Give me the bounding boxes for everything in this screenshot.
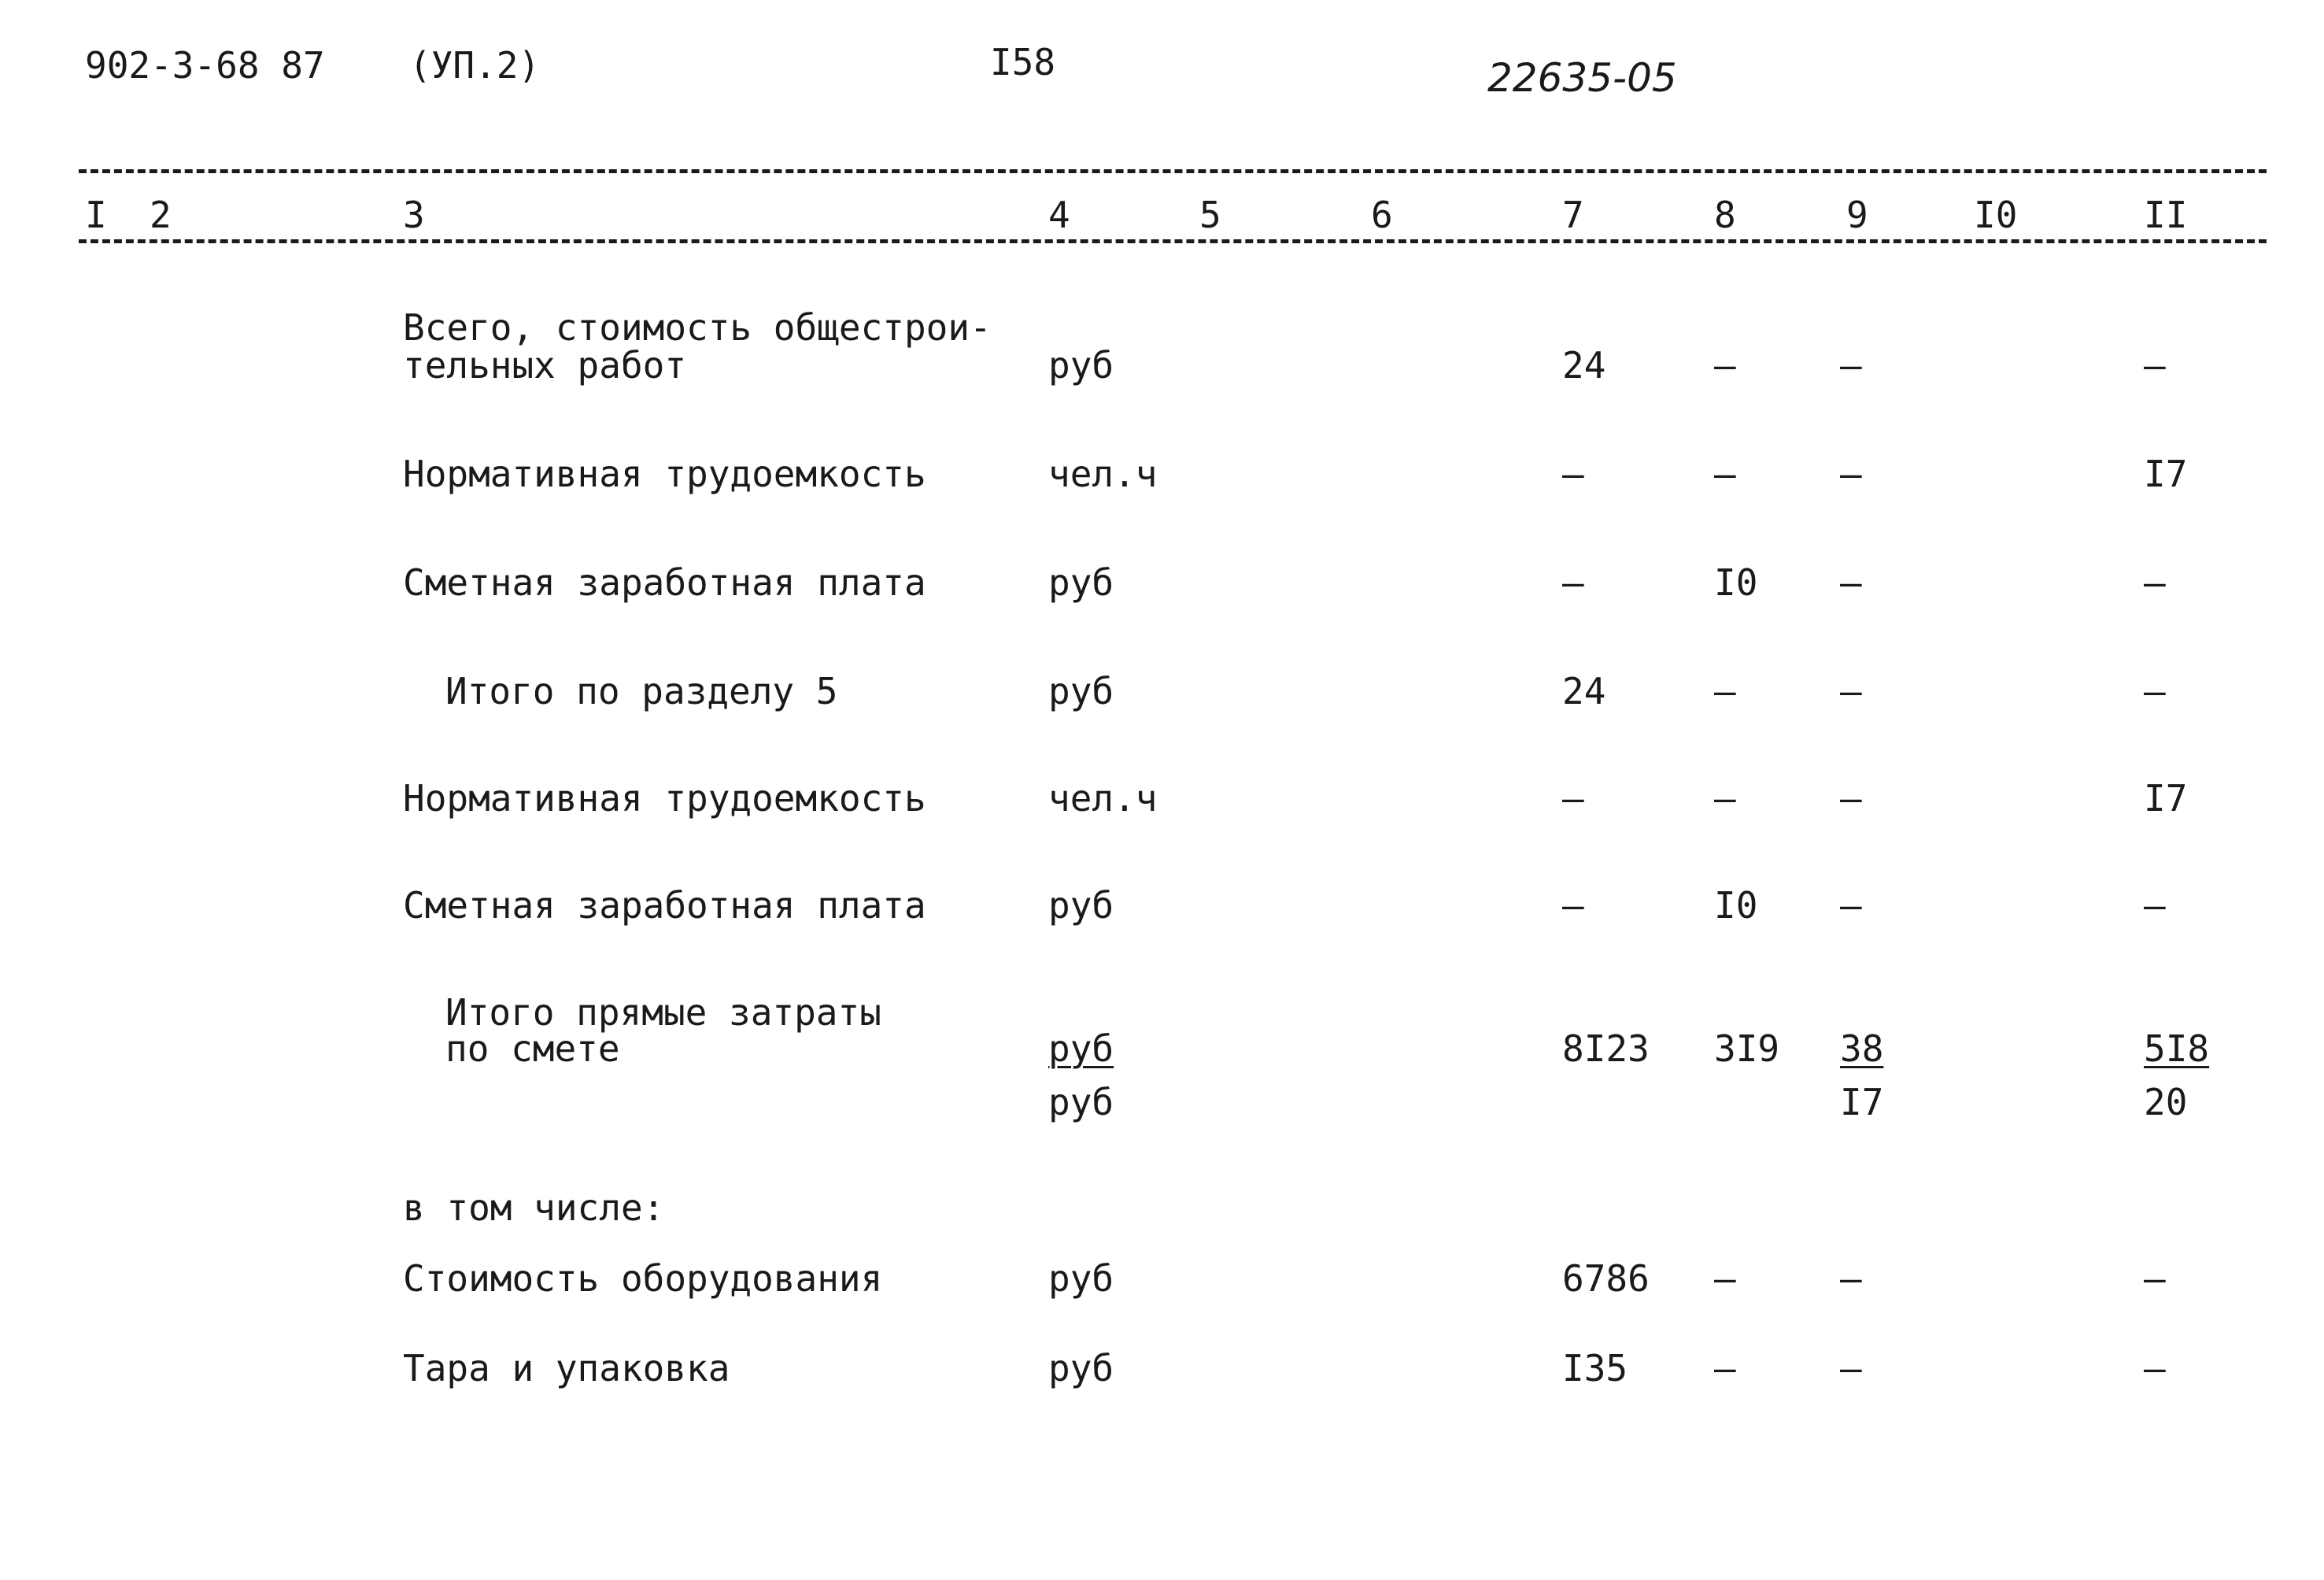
column-number-6: 6 (1371, 194, 1393, 236)
row-value-col9: – (1840, 884, 1862, 927)
row-value-col8: – (1714, 344, 1736, 387)
row-value-col9-numerator: 38 (1840, 1027, 1884, 1070)
row-value-col8: – (1714, 1257, 1736, 1300)
row-value-col8: – (1714, 777, 1736, 820)
column-number-11: II (2144, 194, 2188, 236)
row-label: Нормативная трудоемкость (403, 453, 926, 495)
row-unit: руб (1048, 1347, 1114, 1389)
column-number-5: 5 (1199, 194, 1221, 236)
row-label-line-1: Итого прямые затраты (445, 991, 881, 1034)
row-label: Итого по разделу 5 (445, 670, 838, 712)
column-number-7: 7 (1562, 194, 1584, 236)
page-number: I58 (990, 41, 1056, 83)
row-value-col11: – (2144, 1257, 2166, 1300)
row-unit: руб (1048, 670, 1114, 712)
row-unit-denominator: руб (1048, 1081, 1114, 1123)
row-value-col7: – (1562, 884, 1584, 927)
row-value-col9: – (1840, 561, 1862, 604)
row-unit: руб (1048, 344, 1114, 387)
row-value-col9: – (1840, 670, 1862, 712)
row-value-col9: – (1840, 777, 1862, 820)
row-unit: руб (1048, 1257, 1114, 1300)
row-value-col7: 24 (1562, 670, 1606, 712)
row-value-col11: – (2144, 670, 2166, 712)
row-value-col11: I7 (2144, 777, 2188, 820)
row-unit: чел.ч (1048, 453, 1158, 495)
column-number-4: 4 (1048, 194, 1070, 236)
column-number-1: I (85, 194, 107, 236)
dashed-rule-top (79, 169, 2267, 173)
column-number-8: 8 (1714, 194, 1736, 236)
row-label: Стоимость оборудования (403, 1257, 883, 1300)
column-number-3: 3 (403, 194, 425, 236)
row-label: Сметная заработная плата (403, 561, 926, 604)
row-label-line-2: по смете (445, 1027, 620, 1070)
row-unit: чел.ч (1048, 777, 1158, 820)
row-value-col11-numerator: 5I8 (2144, 1027, 2210, 1070)
row-value-col9-denominator: I7 (1840, 1081, 1884, 1123)
column-number-2: 2 (150, 194, 172, 236)
row-value-col11: – (2144, 561, 2166, 604)
row-label-line-1: Всего, стоимость общестрои- (403, 306, 992, 349)
row-value-col7: I35 (1562, 1347, 1628, 1389)
row-value-col9: – (1840, 1347, 1862, 1389)
row-value-col9: – (1840, 344, 1862, 387)
row-value-col11: I7 (2144, 453, 2188, 495)
row-value-col8: I0 (1714, 884, 1758, 927)
row-label: Сметная заработная плата (403, 884, 926, 927)
row-value-col8: – (1714, 1347, 1736, 1389)
row-label-line-2: тельных работ (403, 344, 687, 387)
document-code: 902-3-68 87 (85, 44, 325, 87)
inventory-number: 22635-05 (1487, 55, 1677, 101)
row-value-col7: 8I23 (1562, 1027, 1650, 1070)
row-label: Нормативная трудоемкость (403, 777, 926, 820)
row-unit: руб (1048, 561, 1114, 604)
row-value-col9: – (1840, 453, 1862, 495)
dashed-rule-bottom (79, 239, 2267, 243)
row-value-col9: – (1840, 1257, 1862, 1300)
column-number-10: I0 (1974, 194, 2018, 236)
row-value-col11: – (2144, 344, 2166, 387)
column-number-9: 9 (1846, 194, 1868, 236)
row-value-col7: 24 (1562, 344, 1606, 387)
row-value-col8: I0 (1714, 561, 1758, 604)
album-reference: (УП.2) (409, 44, 541, 87)
row-value-col8: – (1714, 670, 1736, 712)
row-value-col7: – (1562, 561, 1584, 604)
row-value-col8: – (1714, 453, 1736, 495)
row-unit: руб (1048, 884, 1114, 927)
row-value-col7: 6786 (1562, 1257, 1650, 1300)
row-value-col8: 3I9 (1714, 1027, 1780, 1070)
row-value-col11: – (2144, 884, 2166, 927)
row-value-col11: – (2144, 1347, 2166, 1389)
row-label: Тара и упаковка (403, 1347, 730, 1389)
row-value-col11-denominator: 20 (2144, 1081, 2188, 1123)
row-unit-numerator: руб (1048, 1027, 1114, 1070)
row-value-col7: – (1562, 453, 1584, 495)
row-label-including: в том числе: (403, 1186, 665, 1229)
row-value-col7: – (1562, 777, 1584, 820)
